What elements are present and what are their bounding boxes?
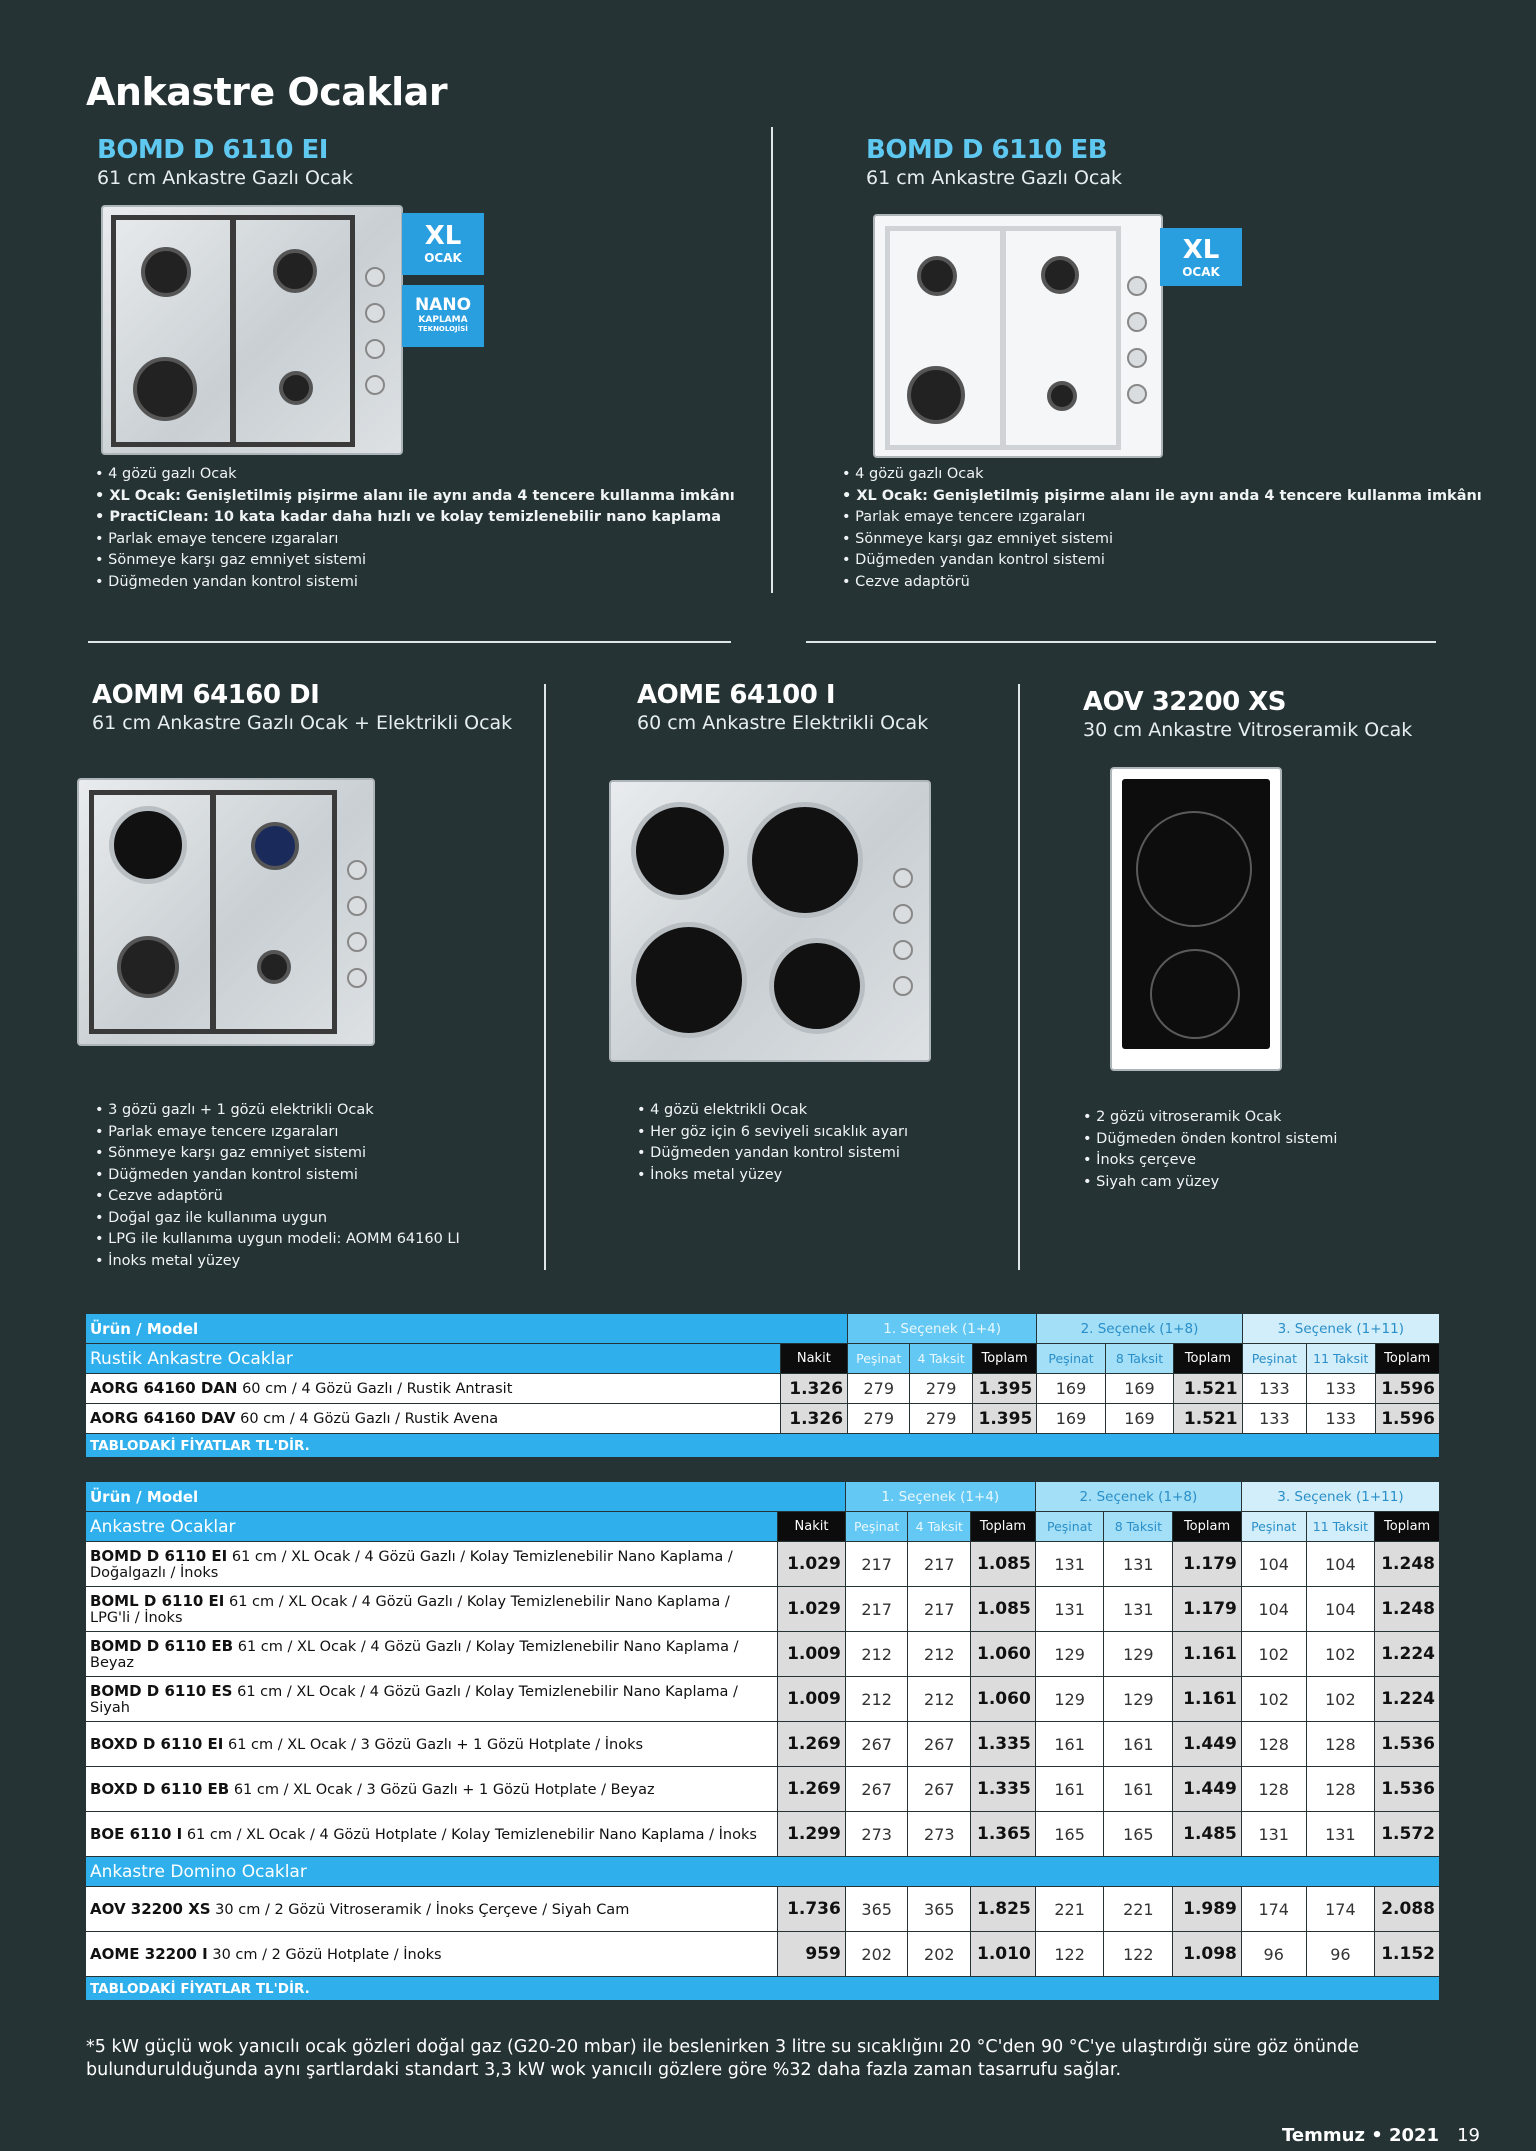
price-down-2: 169: [1037, 1374, 1105, 1404]
price-down-1: 217: [845, 1542, 908, 1587]
price-total-1: 1.395: [972, 1404, 1036, 1434]
control-knob: [347, 860, 367, 880]
burner: [133, 357, 197, 421]
price-table-ankastre: [85, 1481, 1440, 2001]
price-inst-2: 129: [1104, 1677, 1173, 1722]
xl-ocak-badge: [1160, 228, 1242, 286]
row-desc: 61 cm / XL Ocak / 4 Gözü Gazlı / Kolay Temizlenebilir Nano Kaplama / Doğalgazlı / İnoks: [90, 1548, 733, 1581]
row-desc: 60 cm / 4 Gözü Gazlı / Rustik Antrasit: [237, 1381, 513, 1397]
feature-item: • XL Ocak: Genişletilmiş pişirme alanı ile aynı anda 4 tencere kullanma imkânı: [95, 486, 735, 508]
row-model: AOME 32200 I: [90, 1944, 208, 1963]
row-model: BOMD D 6110 EB: [90, 1636, 234, 1655]
row-model: BOMD D 6110 ES: [90, 1681, 233, 1700]
price-inst-2: 131: [1104, 1542, 1173, 1587]
electric-plate: [631, 802, 729, 900]
price-inst-2: 161: [1104, 1767, 1173, 1812]
product-image-bomd-d-6110-eb: [873, 214, 1163, 458]
table-footnote: TABLODAKİ FİYATLAR TL'DİR.: [86, 1977, 1440, 2001]
product-name: [86, 1767, 778, 1812]
row-desc: 61 cm / XL Ocak / 3 Gözü Gazlı + 1 Gözü Hotplate / Beyaz: [229, 1781, 655, 1798]
feature-list-aomm-64160-di: [95, 1100, 460, 1272]
row-desc: 61 cm / XL Ocak / 4 Gözü Gazlı / Kolay Temizlenebilir Nano Kaplama / LPG'li / İnoks: [90, 1593, 730, 1626]
price-total-2: 1.098: [1173, 1932, 1242, 1977]
price-inst-1: 212: [908, 1632, 971, 1677]
price-inst-3: 128: [1306, 1722, 1375, 1767]
price-total-2: 1.449: [1173, 1767, 1242, 1812]
product-subtitle: 61 cm Ankastre Gazlı Ocak: [97, 167, 354, 189]
price-total-3: 1.152: [1375, 1932, 1440, 1977]
product-subtitle: 61 cm Ankastre Gazlı Ocak: [866, 167, 1123, 189]
feature-item: • Düğmeden önden kontrol sistemi: [1083, 1129, 1337, 1151]
price-cash: 1.326: [780, 1374, 847, 1404]
feature-item: • İnoks metal yüzey: [95, 1251, 460, 1273]
header-option-3: 3. Seçenek (1+11): [1241, 1482, 1439, 1512]
row-desc: 61 cm / XL Ocak / 4 Gözü Gazlı / Kolay Temizlenebilir Nano Kaplama / Beyaz: [90, 1638, 739, 1671]
row-model: BOMD D 6110 EI: [90, 1546, 228, 1565]
header-down-payment: Peşinat: [848, 1344, 910, 1374]
row-model: BOML D 6110 EI: [90, 1591, 225, 1610]
feature-item: • Düğmeden yandan kontrol sistemi: [637, 1143, 908, 1165]
price-down-3: 133: [1242, 1404, 1306, 1434]
price-table-rustik: [85, 1313, 1440, 1458]
price-total-1: 1.085: [971, 1587, 1036, 1632]
price-inst-2: 129: [1104, 1632, 1173, 1677]
footer-date: Temmuz • 2021: [1282, 2125, 1440, 2146]
price-cash: 959: [778, 1932, 846, 1977]
badge-xl: XL: [1182, 235, 1220, 265]
price-down-3: 131: [1241, 1812, 1306, 1857]
price-inst-1: 217: [908, 1587, 971, 1632]
price-inst-2: 165: [1104, 1812, 1173, 1857]
price-inst-1: 267: [908, 1767, 971, 1812]
price-inst-1: 212: [908, 1677, 971, 1722]
price-total-2: 1.485: [1173, 1812, 1242, 1857]
product-name: [86, 1677, 778, 1722]
price-cash: 1.326: [780, 1404, 847, 1434]
price-inst-1: 279: [910, 1374, 972, 1404]
header-option-2: 2. Seçenek (1+8): [1037, 1314, 1242, 1344]
control-knob: [365, 375, 385, 395]
price-inst-3: 96: [1306, 1932, 1375, 1977]
price-total-2: 1.179: [1173, 1587, 1242, 1632]
header-option-1: 1. Seçenek (1+4): [848, 1314, 1037, 1344]
header-option-2: 2. Seçenek (1+8): [1035, 1482, 1241, 1512]
product-aomm-64160-di: [92, 680, 512, 734]
price-inst-3: 104: [1306, 1587, 1375, 1632]
table-row: [86, 1632, 1440, 1677]
product-name: [86, 1632, 778, 1677]
feature-item: • Parlak emaye tencere ızgaraları: [95, 1122, 460, 1144]
price-total-1: 1.060: [971, 1632, 1036, 1677]
control-knob: [1127, 384, 1147, 404]
feature-item: • Her göz için 6 seviyeli sıcaklık ayarı: [637, 1122, 908, 1144]
header-total: Toplam: [1375, 1344, 1439, 1374]
row-desc: 61 cm / XL Ocak / 4 Gözü Gazlı / Kolay Temizlenebilir Nano Kaplama / Siyah: [90, 1683, 738, 1716]
price-total-1: 1.010: [971, 1932, 1036, 1977]
price-down-1: 212: [845, 1677, 908, 1722]
divider-vertical-top: [771, 127, 773, 593]
header-down-payment: Peşinat: [845, 1512, 908, 1542]
badge-ocak: OCAK: [424, 251, 462, 265]
cooking-zone: [1150, 949, 1240, 1039]
badge-nano: NANO: [414, 295, 472, 315]
header-cash: Nakit: [778, 1512, 846, 1542]
price-total-2: 1.161: [1173, 1632, 1242, 1677]
header-down-payment: Peşinat: [1242, 1344, 1306, 1374]
product-image-aov-32200-xs: [1110, 767, 1282, 1071]
price-cash: 1.029: [778, 1542, 846, 1587]
product-bomd-d-6110-ei: [97, 135, 353, 189]
glass-surface: [1122, 779, 1270, 1049]
price-down-3: 102: [1241, 1632, 1306, 1677]
control-knob: [365, 339, 385, 359]
header-down-payment: Peşinat: [1241, 1512, 1306, 1542]
price-inst-3: 102: [1306, 1677, 1375, 1722]
category-label: Rustik Ankastre Ocaklar: [86, 1344, 781, 1374]
header-option-3: 3. Seçenek (1+11): [1242, 1314, 1439, 1344]
price-total-3: 1.224: [1375, 1677, 1440, 1722]
row-desc: 30 cm / 2 Gözü Vitroseramik / İnoks Çerçeve / Siyah Cam: [210, 1901, 630, 1918]
row-model: BOXD D 6110 EI: [90, 1734, 224, 1753]
feature-item: • Parlak emaye tencere ızgaraları: [95, 529, 735, 551]
header-8-installments: 8 Taksit: [1105, 1344, 1173, 1374]
price-total-2: 1.521: [1174, 1404, 1242, 1434]
price-total-1: 1.085: [971, 1542, 1036, 1587]
table-row: [86, 1722, 1440, 1767]
feature-item: • Düğmeden yandan kontrol sistemi: [842, 550, 1482, 572]
feature-list-bomd-d-6110-ei: [95, 464, 735, 593]
nano-kaplama-badge: [402, 285, 484, 347]
product-subtitle: 60 cm Ankastre Elektrikli Ocak: [637, 712, 929, 734]
header-cash: Nakit: [780, 1344, 847, 1374]
feature-item: • Siyah cam yüzey: [1083, 1172, 1337, 1194]
cooking-zone: [1136, 811, 1252, 927]
header-down-payment: Peşinat: [1035, 1512, 1104, 1542]
product-name: [86, 1404, 781, 1434]
page-number: 19: [1457, 2125, 1480, 2146]
price-total-2: 1.161: [1173, 1677, 1242, 1722]
price-down-1: 202: [845, 1932, 908, 1977]
header-11-installments: 11 Taksit: [1306, 1512, 1375, 1542]
table-row: [86, 1404, 1440, 1434]
feature-item: • 4 gözü gazlı Ocak: [95, 464, 735, 486]
control-knob: [1127, 348, 1147, 368]
product-image-bomd-d-6110-ei: [101, 205, 403, 455]
price-down-1: 279: [848, 1404, 910, 1434]
burner: [251, 822, 299, 870]
feature-item: • Düğmeden yandan kontrol sistemi: [95, 572, 735, 594]
product-subtitle: 61 cm Ankastre Gazlı Ocak + Elektrikli Ocak: [92, 712, 513, 734]
table-row: [86, 1542, 1440, 1587]
footnote-text: *5 kW güçlü wok yanıcılı ocak gözleri doğal gaz (G20-20 mbar) ile beslenirken 3 litre su sıcaklığını 20 °C'den 90 °C'ye ulaştırdığı süre göz önünde bulundurulduğunda aynı şartlardaki standart 3,3 kW wok yanıcılı gözlere göre %32 daha fazla zaman tasarrufu sağlar.: [86, 2037, 1359, 2080]
control-knob: [1127, 276, 1147, 296]
price-down-1: 279: [848, 1374, 910, 1404]
header-total: Toplam: [1173, 1512, 1242, 1542]
price-total-2: 1.521: [1174, 1374, 1242, 1404]
price-inst-3: 174: [1306, 1887, 1375, 1932]
feature-item: • İnoks metal yüzey: [637, 1165, 908, 1187]
price-total-3: 1.248: [1375, 1542, 1440, 1587]
header-8-installments: 8 Taksit: [1104, 1512, 1173, 1542]
price-total-2: 1.989: [1173, 1887, 1242, 1932]
table-row: [86, 1932, 1440, 1977]
price-total-2: 1.179: [1173, 1542, 1242, 1587]
price-down-1: 365: [845, 1887, 908, 1932]
burner: [907, 366, 965, 424]
price-inst-3: 133: [1307, 1404, 1375, 1434]
price-down-2: 161: [1035, 1767, 1104, 1812]
price-down-2: 169: [1037, 1404, 1105, 1434]
divider-vertical-bottom-2: [1018, 684, 1020, 1270]
price-down-2: 129: [1035, 1677, 1104, 1722]
divider-horizontal-right: [806, 641, 1436, 643]
feature-item: • 3 gözü gazlı + 1 gözü elektrikli Ocak: [95, 1100, 460, 1122]
page-footer: [1282, 2125, 1480, 2146]
product-model: AOV 32200 XS: [1083, 687, 1286, 717]
row-desc: 61 cm / XL Ocak / 3 Gözü Gazlı + 1 Gözü Hotplate / İnoks: [223, 1736, 644, 1753]
price-cash: 1.299: [778, 1812, 846, 1857]
category-label-domino: Ankastre Domino Ocaklar: [86, 1857, 1440, 1887]
price-inst-3: 133: [1307, 1374, 1375, 1404]
price-inst-1: 202: [908, 1932, 971, 1977]
burner: [141, 247, 191, 297]
feature-list-aome-64100-i: [637, 1100, 908, 1186]
feature-item: • Sönmeye karşı gaz emniyet sistemi: [95, 550, 735, 572]
header-product-model: Ürün / Model: [86, 1314, 848, 1344]
product-model: BOMD D 6110 EB: [866, 135, 1108, 165]
price-total-1: 1.335: [971, 1722, 1036, 1767]
feature-item: • İnoks çerçeve: [1083, 1150, 1337, 1172]
price-total-3: 1.572: [1375, 1812, 1440, 1857]
price-total-3: 1.536: [1375, 1722, 1440, 1767]
feature-item: • Parlak emaye tencere ızgaraları: [842, 507, 1482, 529]
price-total-1: 1.060: [971, 1677, 1036, 1722]
price-cash: 1.269: [778, 1767, 846, 1812]
row-model: BOE 6110 I: [90, 1824, 183, 1843]
burner: [279, 371, 313, 405]
price-total-3: 1.536: [1375, 1767, 1440, 1812]
product-name: [86, 1812, 778, 1857]
product-name: [86, 1887, 778, 1932]
price-down-3: 102: [1241, 1677, 1306, 1722]
xl-ocak-badge: [402, 213, 484, 275]
badge-xl: XL: [424, 221, 462, 251]
product-aov-32200-xs: [1083, 687, 1412, 741]
header-down-payment: Peşinat: [1037, 1344, 1105, 1374]
product-name: [86, 1542, 778, 1587]
badge-kaplama: KAPLAMA: [418, 315, 468, 325]
burner: [273, 249, 317, 293]
control-knob: [365, 303, 385, 323]
feature-item: • Cezve adaptörü: [95, 1186, 460, 1208]
price-total-3: 2.088: [1375, 1887, 1440, 1932]
feature-item: • Sönmeye karşı gaz emniyet sistemi: [95, 1143, 460, 1165]
burner: [117, 936, 179, 998]
burner: [1047, 381, 1077, 411]
badge-teknolojisi: TEKNOLOJİSİ: [418, 325, 468, 333]
control-knob: [365, 267, 385, 287]
price-total-1: 1.365: [971, 1812, 1036, 1857]
feature-item: • 4 gözü gazlı Ocak: [842, 464, 1482, 486]
price-inst-2: 122: [1104, 1932, 1173, 1977]
price-total-2: 1.449: [1173, 1722, 1242, 1767]
row-model: BOXD D 6110 EB: [90, 1779, 230, 1798]
price-inst-1: 273: [908, 1812, 971, 1857]
feature-list-bomd-d-6110-eb: [842, 464, 1482, 593]
price-down-1: 217: [845, 1587, 908, 1632]
price-down-2: 122: [1035, 1932, 1104, 1977]
price-inst-3: 102: [1306, 1632, 1375, 1677]
electric-plate: [109, 806, 187, 884]
price-down-1: 267: [845, 1767, 908, 1812]
header-11-installments: 11 Taksit: [1307, 1344, 1375, 1374]
price-down-3: 174: [1241, 1887, 1306, 1932]
feature-item: • XL Ocak: Genişletilmiş pişirme alanı ile aynı anda 4 tencere kullanma imkânı: [842, 486, 1482, 508]
electric-plate: [747, 802, 863, 918]
price-total-1: 1.395: [972, 1374, 1036, 1404]
price-down-2: 131: [1035, 1587, 1104, 1632]
table-row: [86, 1812, 1440, 1857]
burner: [257, 950, 291, 984]
header-total: Toplam: [972, 1344, 1036, 1374]
price-down-2: 221: [1035, 1887, 1104, 1932]
table-row: [86, 1587, 1440, 1632]
header-total: Toplam: [1375, 1512, 1440, 1542]
table-footnote: TABLODAKİ FİYATLAR TL'DİR.: [86, 1434, 1440, 1458]
feature-item: • Sönmeye karşı gaz emniyet sistemi: [842, 529, 1482, 551]
electric-plate: [631, 922, 747, 1038]
price-total-3: 1.248: [1375, 1587, 1440, 1632]
product-name: [86, 1932, 778, 1977]
price-inst-1: 217: [908, 1542, 971, 1587]
product-model: AOME 64100 I: [637, 680, 836, 710]
product-name: [86, 1587, 778, 1632]
control-knob: [347, 896, 367, 916]
price-total-3: 1.596: [1375, 1374, 1439, 1404]
price-cash: 1.269: [778, 1722, 846, 1767]
row-model: AOV 32200 XS: [90, 1899, 211, 1918]
price-inst-2: 221: [1104, 1887, 1173, 1932]
price-total-3: 1.596: [1375, 1404, 1439, 1434]
price-down-3: 133: [1242, 1374, 1306, 1404]
control-knob: [347, 968, 367, 988]
row-desc: 61 cm / XL Ocak / 4 Gözü Hotplate / Kolay Temizlenebilir Nano Kaplama / İnoks: [182, 1826, 757, 1843]
product-bomd-d-6110-eb: [866, 135, 1122, 189]
divider-horizontal-left: [88, 641, 731, 643]
price-cash: 1.009: [778, 1632, 846, 1677]
feature-item: • Doğal gaz ile kullanıma uygun: [95, 1208, 460, 1230]
row-model: AORG 64160 DAV: [90, 1409, 236, 1427]
feature-item: • Düğmeden yandan kontrol sistemi: [95, 1165, 460, 1187]
price-down-2: 131: [1035, 1542, 1104, 1587]
feature-item: • PractiClean: 10 kata kadar daha hızlı ve kolay temizlenebilir nano kaplama: [95, 507, 735, 529]
price-down-2: 129: [1035, 1632, 1104, 1677]
price-down-1: 267: [845, 1722, 908, 1767]
feature-item: • 2 gözü vitroseramik Ocak: [1083, 1107, 1337, 1129]
price-total-1: 1.825: [971, 1887, 1036, 1932]
product-aome-64100-i: [637, 680, 928, 734]
price-down-2: 165: [1035, 1812, 1104, 1857]
price-inst-2: 169: [1105, 1404, 1173, 1434]
table-row: [86, 1887, 1440, 1932]
price-inst-3: 128: [1306, 1767, 1375, 1812]
price-inst-1: 365: [908, 1887, 971, 1932]
header-4-installments: 4 Taksit: [910, 1344, 972, 1374]
feature-item: • Cezve adaptörü: [842, 572, 1482, 594]
category-label: Ankastre Ocaklar: [86, 1512, 778, 1542]
price-inst-3: 104: [1306, 1542, 1375, 1587]
control-knob: [347, 932, 367, 952]
price-inst-1: 267: [908, 1722, 971, 1767]
price-down-3: 128: [1241, 1767, 1306, 1812]
header-total: Toplam: [1174, 1344, 1242, 1374]
price-down-1: 212: [845, 1632, 908, 1677]
badge-ocak: OCAK: [1182, 265, 1220, 279]
control-knob: [893, 868, 913, 888]
header-4-installments: 4 Taksit: [908, 1512, 971, 1542]
row-desc: 30 cm / 2 Gözü Hotplate / İnoks: [207, 1946, 442, 1963]
control-knob: [1127, 312, 1147, 332]
feature-item: • 4 gözü elektrikli Ocak: [637, 1100, 908, 1122]
price-down-3: 104: [1241, 1542, 1306, 1587]
electric-plate: [769, 938, 865, 1034]
price-inst-2: 169: [1105, 1374, 1173, 1404]
price-down-3: 96: [1241, 1932, 1306, 1977]
price-inst-3: 131: [1306, 1812, 1375, 1857]
price-down-2: 161: [1035, 1722, 1104, 1767]
table-row: [86, 1767, 1440, 1812]
row-desc: 60 cm / 4 Gözü Gazlı / Rustik Avena: [235, 1411, 499, 1427]
price-inst-2: 131: [1104, 1587, 1173, 1632]
price-down-3: 128: [1241, 1722, 1306, 1767]
feature-list-aov-32200-xs: [1083, 1107, 1337, 1193]
product-model: AOMM 64160 DI: [92, 680, 320, 710]
price-cash: 1.009: [778, 1677, 846, 1722]
price-total-1: 1.335: [971, 1767, 1036, 1812]
control-knob: [893, 940, 913, 960]
page-title: Ankastre Ocaklar: [86, 70, 448, 114]
header-product-model: Ürün / Model: [86, 1482, 846, 1512]
header-total: Toplam: [971, 1512, 1036, 1542]
product-name: [86, 1722, 778, 1767]
product-model: BOMD D 6110 EI: [97, 135, 328, 165]
row-model: AORG 64160 DAN: [90, 1379, 238, 1397]
price-down-1: 273: [845, 1812, 908, 1857]
control-knob: [893, 904, 913, 924]
table-row: [86, 1677, 1440, 1722]
price-inst-2: 161: [1104, 1722, 1173, 1767]
product-subtitle: 30 cm Ankastre Vitroseramik Ocak: [1083, 719, 1413, 741]
product-name: [86, 1374, 781, 1404]
price-down-3: 104: [1241, 1587, 1306, 1632]
price-total-3: 1.224: [1375, 1632, 1440, 1677]
feature-item: • LPG ile kullanıma uygun modeli: AOMM 64160 LI: [95, 1229, 460, 1251]
table-row: [86, 1374, 1440, 1404]
product-image-aomm-64160-di: [77, 778, 375, 1046]
burner: [1041, 256, 1079, 294]
price-cash: 1.736: [778, 1887, 846, 1932]
divider-vertical-bottom-1: [544, 684, 546, 1270]
price-inst-1: 279: [910, 1404, 972, 1434]
price-cash: 1.029: [778, 1587, 846, 1632]
burner: [917, 256, 957, 296]
header-option-1: 1. Seçenek (1+4): [845, 1482, 1035, 1512]
product-image-aome-64100-i: [609, 780, 931, 1062]
control-knob: [893, 976, 913, 996]
